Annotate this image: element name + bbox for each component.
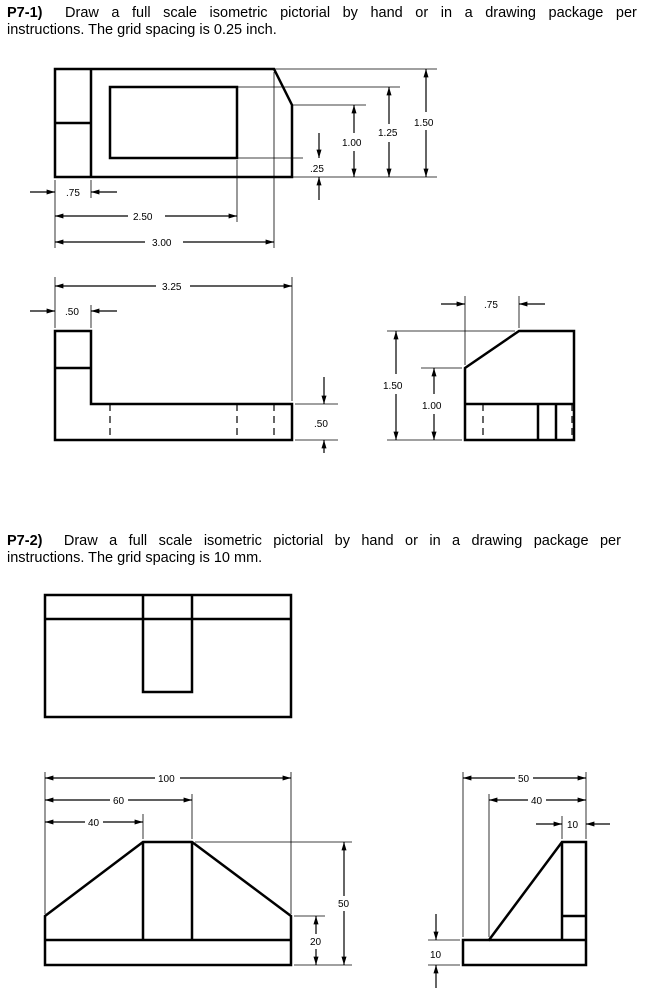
w: hand — [370, 5, 403, 21]
p1-side-view — [465, 331, 574, 440]
problem-2-number: P7-2) — [7, 533, 43, 549]
w: a — [111, 5, 120, 21]
w: Draw — [65, 5, 99, 21]
dim-20: 20 — [310, 937, 322, 948]
dim-60: 60 — [113, 796, 125, 807]
w: package — [548, 5, 604, 21]
dim-40-side: 40 — [531, 796, 543, 807]
p1-top-dimension-lines — [30, 69, 426, 242]
w: isometric — [209, 5, 268, 21]
w: isometric — [203, 533, 262, 549]
dim-3-00: 3.00 — [152, 238, 172, 249]
w: pictorial — [273, 533, 324, 549]
p1-side-dimension-lines — [396, 304, 545, 440]
p2-side-dimension-labels — [430, 774, 579, 961]
dim-0-75-side: .75 — [484, 300, 498, 311]
w: scale — [163, 5, 197, 21]
p1-top-dimension-labels — [66, 118, 434, 249]
w: per — [615, 5, 637, 21]
dim-0-75: .75 — [66, 188, 80, 199]
dim-1-00: 1.00 — [342, 138, 362, 149]
p1-front-extension-lines — [55, 277, 338, 440]
w: pictorial — [280, 5, 331, 21]
p1-front-dimension-labels — [65, 282, 328, 430]
dim-40: 40 — [88, 818, 100, 829]
w: a — [464, 5, 473, 21]
w: Draw — [63, 533, 98, 549]
dim-0-25: .25 — [310, 164, 324, 175]
w: package — [533, 533, 589, 549]
dim-0-50-right: .50 — [314, 419, 328, 430]
dim-0-50-left: .50 — [65, 307, 79, 318]
problem-1-number: P7-1) — [7, 5, 43, 21]
w: by — [342, 5, 358, 21]
dim-1-00-side: 1.00 — [422, 401, 442, 412]
dim-10-side-bottom: 10 — [430, 950, 442, 961]
dim-1-50: 1.50 — [414, 118, 434, 129]
w: or — [415, 5, 429, 21]
w: a — [452, 533, 461, 549]
w: drawing — [485, 5, 536, 21]
dim-1-25: 1.25 — [378, 128, 398, 139]
p1-front-view — [55, 331, 292, 440]
p1-top-view — [55, 69, 292, 177]
w: scale — [158, 533, 193, 549]
p2-top-view — [45, 595, 291, 717]
dim-2-50: 2.50 — [133, 212, 153, 223]
w: per — [599, 533, 621, 549]
p2-side-view — [463, 842, 586, 965]
w: drawing — [471, 533, 523, 549]
w: a — [109, 533, 118, 549]
dim-3-25: 3.25 — [162, 282, 182, 293]
p2-front-extension-lines — [45, 772, 352, 965]
w: full — [128, 533, 148, 549]
w: full — [132, 5, 151, 21]
dim-50-side: 50 — [518, 774, 530, 785]
w: in — [440, 5, 453, 21]
w: by — [334, 533, 350, 549]
dim-50: 50 — [338, 899, 350, 910]
p2-front-view — [45, 842, 291, 965]
p2-front-dimension-lines — [45, 778, 344, 965]
w: hand — [361, 533, 394, 549]
w: or — [405, 533, 418, 549]
dim-1-50-side: 1.50 — [383, 381, 403, 392]
dim-100: 100 — [158, 774, 175, 785]
p1-side-extension-lines — [387, 296, 519, 440]
problem-2-line-2: instructions. The grid spacing is 10 mm. — [7, 550, 263, 566]
dim-10-side-top: 10 — [567, 820, 579, 831]
w: in — [429, 533, 441, 549]
problem-1-line-2: instructions. The grid spacing is 0.25 inch. — [7, 22, 277, 38]
